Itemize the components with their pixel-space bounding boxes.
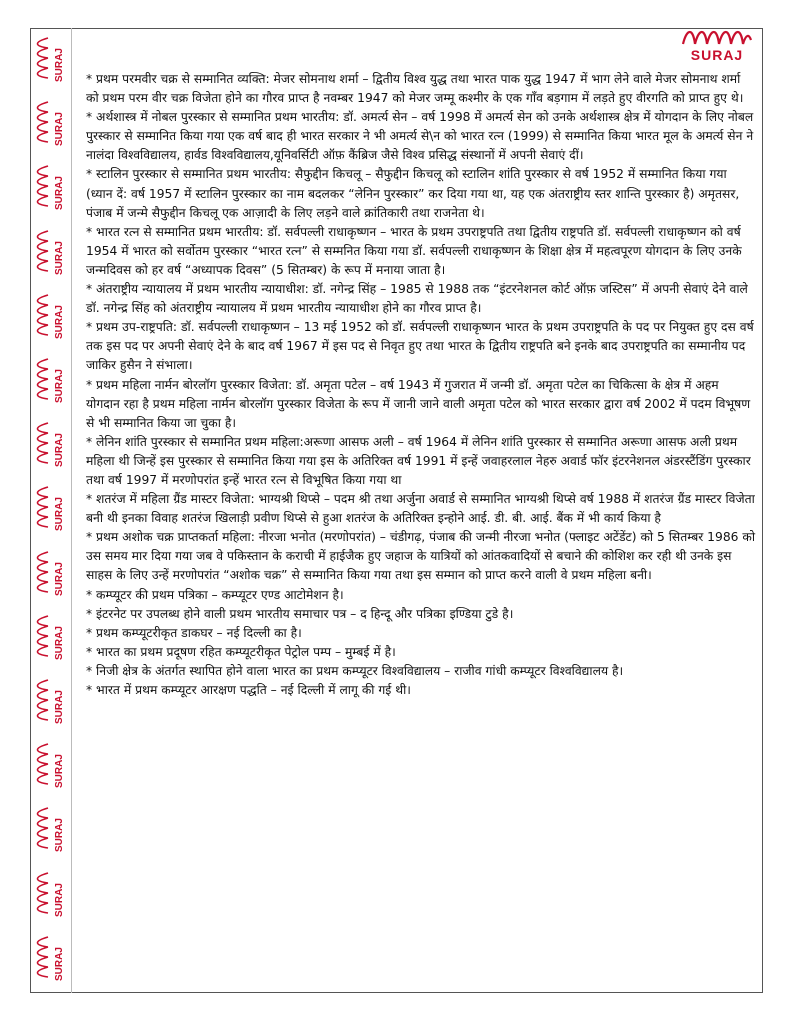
svg-text:SURAJ: SURAJ bbox=[54, 48, 65, 82]
svg-text:SURAJ: SURAJ bbox=[54, 497, 65, 532]
svg-text:SURAJ: SURAJ bbox=[54, 369, 65, 403]
svg-text:SURAJ: SURAJ bbox=[54, 946, 65, 981]
strip-logo bbox=[34, 546, 68, 602]
document-body bbox=[86, 70, 756, 700]
strip-label bbox=[50, 935, 66, 983]
paragraph: * प्रथम कम्प्यूटरीकृत डाकघर – नई दिल्ली का है। bbox=[86, 625, 302, 640]
strip-label bbox=[50, 806, 66, 854]
svg-text:SURAJ: SURAJ bbox=[54, 818, 65, 853]
strip-wave-icon bbox=[36, 871, 50, 919]
strip-logo bbox=[34, 32, 68, 88]
paragraph: * प्रथम महिला नार्मन बोरलॉग पुरस्कार विजेता: डॉ. अमृता पटेल – वर्ष 1943 में गुजरात में जन्मी डॉ. अमृता पटेल का चिकित्सा के क्षेत्र में अहम योगदान रहा है प्रथम महिला नार्मन बोरलॉग पुरस्कार विजेता के रूप में जानी जाने वाली अमृता पटेल को भारत सरकार द्वारा वर्ष 2002 में पदम विभूषण से भी सम्मानित किया जा चुका है। bbox=[86, 377, 751, 430]
svg-text:SURAJ: SURAJ bbox=[54, 240, 65, 275]
side-logo-strip bbox=[30, 28, 72, 993]
paragraph: * प्रथम अशोक चक्र प्राप्तकर्ता महिला: नीरजा भनोत (मरणोपरांत) – चंडीगढ़, पंजाब की जन्मी नीरजा भनोत (फ्लाइट अटेंडेंट) को 5 सितम्बर 1986 को उस समय मार दिया गया जब वे पकिस्तान के कराची में हाईजैक हुए जहाज के यात्रियों को आंतकवादियों से बचाने की कोशिश कर रही थी उनके इस साहस के लिए उन्हें मरणोपरांत “अशोक चक्र” से सम्मानित किया गया तथा इस सम्मान को प्राप्त करने वाली वे प्रथम महिला बनी। bbox=[86, 530, 756, 583]
strip-label bbox=[50, 164, 66, 212]
paragraph: * कम्प्यूटर की प्रथम पत्रिका – कम्प्यूटर एण्ड आटोमेशन है। bbox=[86, 587, 344, 602]
svg-text:SURAJ: SURAJ bbox=[54, 112, 65, 147]
strip-label bbox=[50, 614, 66, 662]
paragraph: * भारत में प्रथम कम्प्यूटर आरक्षण पद्धति – नई दिल्ली में लागू की गई थी। bbox=[86, 683, 411, 697]
brand-wave-icon bbox=[681, 30, 753, 46]
strip-wave-icon bbox=[36, 935, 50, 983]
paragraph: * प्रथम परमवीर चक्र से सम्मानित व्यक्ति: मेजर सोमनाथ शर्मा – द्वितीय विश्व युद्ध तथा भारत पाक युद्ध 1947 में भाग लेने वाले मेजर सोमनाथ शर्मा को प्रथम परम वीर चक्र विजेता होने का गौरव प्राप्त है नवम्बर 1947 को मेजर जम्मू कश्मीर के एक गाँव बड़गाम में लड़ते हुए वीरगति को प्राप्त हुए थे। bbox=[86, 72, 744, 106]
svg-text:SURAJ: SURAJ bbox=[54, 625, 65, 660]
strip-label bbox=[50, 293, 66, 341]
strip-wave-icon bbox=[36, 550, 50, 598]
strip-wave-icon bbox=[36, 357, 50, 405]
strip-logo bbox=[34, 738, 68, 794]
strip-logo bbox=[34, 289, 68, 345]
strip-label bbox=[50, 485, 66, 533]
strip-label bbox=[50, 678, 66, 726]
strip-label bbox=[50, 550, 66, 598]
strip-wave-icon bbox=[36, 806, 50, 854]
paragraph: * प्रथम उप-राष्ट्रपति: डॉ. सर्वपल्ली राधाकृष्णन – 13 मई 1952 को डॉ. सर्वपल्ली राधाकृष्णन भारत के प्रथम उपराष्ट्रपति के पद पर नियुक्त हुए दस वर्ष तक इस पद पर अपनी सेवाएं देने के बाद वर्ष 1967 में इस पद से निवृत हुए तथा भारत के द्वितीय राष्ट्रपति बने इनके बाद उपराष्ट्रपति का सम्मानीय पद जाकिर हुसैन ने संभाला। bbox=[86, 320, 754, 373]
paragraph: * भारत रत्न से सम्मानित प्रथम भारतीय: डॉ. सर्वपल्ली राधाकृष्णन – भारत के प्रथम उपराष्ट्रपति तथा द्वितीय राष्ट्रपति डॉ. सर्वपल्ली राधाकृष्णन को वर्ष 1954 में भारत को सर्वोतम पुरस्कार “भारत रत्न” से सम्मनित किया गया डॉ. सर्वपल्ली राधाकृष्णन के शिक्षा क्षेत्र में महत्वपूरण योगदान के लिए उनके जन्मदिवस को हर वर्ष “अध्यापक दिवस” (5 सितम्बर) के रूप में मनाया जाता है। bbox=[86, 224, 742, 277]
paragraph: * अर्थशास्त्र में नोबल पुरस्कार से सम्मानित प्रथम भारतीय: डॉ. अमर्त्य सेन – वर्ष 1998 में अमर्त्य सेन को उनके अर्थशास्त्र क्षेत्र में योगदान के लिए नोबल पुरस्कार से सम्मानित किया गया एक वर्ष बाद ही भारत सरकार ने भी अमर्त्य से\न को भारत रत्न (1999) से सम्मानित किया भारत मूल के अमर्त्य सेन ने नालंदा विश्वविद्यालय, हार्वड विश्वविद्यालय,यूनिवर्सिटी ऑफ़ कैंब्रिज जैसे विश्व प्रसिद्ध संस्थानों में अपनी सेवाएं दीं। bbox=[86, 110, 754, 163]
strip-label bbox=[50, 742, 66, 790]
svg-text:SURAJ: SURAJ bbox=[54, 754, 65, 789]
strip-label bbox=[50, 229, 66, 277]
strip-logo bbox=[34, 610, 68, 666]
paragraph: * अंतराष्ट्रीय न्यायालय में प्रथम भारतीय न्यायाधीश: डॉ. नगेन्द्र सिंह – 1985 से 1988 तक “इंटरनेशनल कोर्ट ऑफ़ जस्टिस” में अपनी सेवाएं देने वाले डॉ. नगेन्द्र सिंह को अंतराष्ट्रीय न्यायालय में प्रथम भारतीय न्यायाधीश होने का गौरव प्राप्त है। bbox=[86, 282, 748, 316]
strip-wave-icon bbox=[36, 229, 50, 277]
svg-text:SURAJ: SURAJ bbox=[54, 176, 65, 211]
paragraph: * भारत का प्रथम प्रदूषण रहित कम्प्यूटरीकृत पेट्रोल पम्प – मुम्बई में है। bbox=[86, 644, 396, 659]
svg-text:SURAJ: SURAJ bbox=[54, 433, 65, 468]
strip-label bbox=[50, 421, 66, 469]
strip-wave-icon bbox=[36, 164, 50, 212]
strip-logo bbox=[34, 417, 68, 473]
strip-logo bbox=[34, 160, 68, 216]
paragraph: * निजी क्षेत्र के अंतर्गत स्थापित होने वाला भारत का प्रथम कम्प्यूटर विश्वविद्यालय – राजीव गांधी कम्प्यूटर विश्वविद्यालय है। bbox=[86, 663, 624, 678]
strip-wave-icon bbox=[36, 485, 50, 533]
strip-logo bbox=[34, 867, 68, 923]
strip-wave-icon bbox=[36, 742, 50, 790]
paragraph: * इंटरनेट पर उपलब्ध होने वाली प्रथम भारतीय समाचार पत्र – द हिन्दू और पत्रिका इण्डिया टुडे है। bbox=[86, 606, 514, 621]
strip-label bbox=[50, 100, 66, 148]
strip-logo bbox=[34, 225, 68, 281]
paragraph: * शतरंज में महिला ग्रैंड मास्टर विजेता: भाग्यश्री थिप्से – पदम श्री तथा अर्जुना अवार्ड से सम्मानित भाग्यश्री थिप्से वर्ष 1988 में शतरंज ग्रैंड मास्टर विजेता बनी थी इनका विवाह शतरंज खिलाड़ी प्रवीण थिप्से से हुआ शतरंज के अतिरिक्त इन्होने आई. डी. बी. आई. बैंक में भी कार्य किया है bbox=[86, 492, 755, 526]
brand-name: SURAJ bbox=[690, 47, 744, 63]
strip-label bbox=[50, 36, 66, 84]
strip-wave-icon bbox=[36, 421, 50, 469]
strip-logo bbox=[34, 353, 68, 409]
strip-wave-icon bbox=[36, 614, 50, 662]
brand-logo bbox=[677, 30, 757, 66]
strip-label bbox=[50, 357, 66, 405]
strip-wave-icon bbox=[36, 293, 50, 341]
strip-logo bbox=[34, 481, 68, 537]
strip-wave-icon bbox=[36, 100, 50, 148]
paragraph: * स्टालिन पुरस्कार से सम्मानित प्रथम भारतीय: सैफुद्दीन किचलू – सैफुद्दीन किचलू को स्टालिन शांति पुरस्कार से वर्ष 1952 में सम्मानित किया गया (ध्यान दें: वर्ष 1957 में स्टालिन पुरस्कार का नाम बदलकर “लेनिन पुरस्कार” कर दिया गया था, यह एक अंतराष्ट्रीय स्तर शान्ति पुरस्कार है) अमृतसर, पंजाब में जन्मे सैफुद्दीन किचलू एक आज़ादी के लिए लड़ने वाले क्रांतिकारी तथा राजनेता थे। bbox=[86, 167, 740, 220]
svg-text:SURAJ: SURAJ bbox=[54, 561, 65, 596]
strip-logo bbox=[34, 674, 68, 730]
strip-wave-icon bbox=[36, 678, 50, 726]
strip-wave-icon bbox=[36, 36, 50, 84]
strip-label bbox=[50, 871, 66, 919]
strip-logo bbox=[34, 802, 68, 858]
svg-text:SURAJ: SURAJ bbox=[54, 882, 65, 917]
strip-logo bbox=[34, 96, 68, 152]
strip-logo bbox=[34, 931, 68, 987]
svg-text:SURAJ: SURAJ bbox=[54, 304, 65, 339]
svg-text:SURAJ: SURAJ bbox=[54, 690, 65, 724]
paragraph: * लेनिन शांति पुरस्कार से सम्मानित प्रथम महिला:अरूणा आसफ अली – वर्ष 1964 में लेनिन शांति पुरस्कार से सम्मानित अरूणा आसफ अली प्रथम महिला थी जिन्हें इस पुरस्कार से सम्मानित किया गया इस के अतिरिक्त वर्ष 1991 में इन्हें जवाहरलाल नेहरु अवार्ड फॉर इंटरनेशनल अंडरस्टैंडिंग पुरस्कार तथा वर्ष 1997 में मरणोपरांत इन्हें भारत रत्न से विभूषित किया गया था bbox=[86, 434, 751, 487]
